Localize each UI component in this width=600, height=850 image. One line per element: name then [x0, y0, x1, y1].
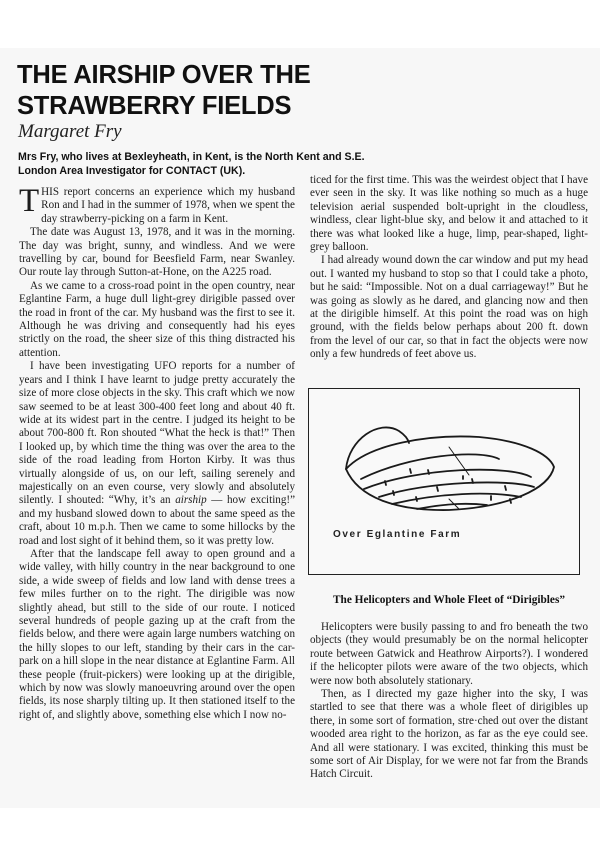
paragraph	[19, 183, 295, 226]
paragraph: Helicopters were busily passing to and fro beneath the two objects (they would presumably be on the normal helicopter route between Gatwick and Heathrow Airports?). I wondered if the helicopter pilots were aware of the two objects, which were now both absolutely stationary.	[310, 621, 588, 687]
paragraph: The date was August 13, 1978, and it was in the morning. The day was bright, sunny, and windless. And we were travelling by car, bound for Beesfield Farm, near Swanley. Our route lay through Sutton-at-Hone, on the A225 road.	[19, 226, 295, 279]
paragraph-text: I have been investigating UFO reports for a number of years and I think I have learnt to judge pretty accurately the size of more close objects in the sky. This craft which we now saw seemed to be at least 300-400 feet long and about 40 ft. wide at its widest part in the centre. I judged its height to be about 700-800 ft. Ron shouted “What the heck is that!” Then I looked up, by which time the thing was over the area to the side of the road leading from Horton Kirby. It was thus virtually alongside of us, on our left, sailing serenely and majestically on an even course, very slowly and absolutely silently. I shouted: “Why, it’s an	[19, 360, 295, 507]
article-title	[17, 60, 417, 122]
right-column	[310, 174, 588, 362]
figure-caption: Over Eglantine Farm	[333, 529, 462, 540]
title-line-1: THE AIRSHIP OVER THE	[17, 61, 311, 89]
paragraph: I had already wound down the car window and put my head out. I wanted my husband to stop so that I could take a photo, but he said: “Impossible. Not on a dual carriageway!” But he was going as slowly as he dared, and glancing now and then at the dirigible himself. At this point the road was on high ground, with the fields below perhaps about 200 ft. down from the level of our car, so that in fact the objects were now only a few hundreds of feet above us.	[310, 254, 588, 361]
section-heading: The Helicopters and Whole Fleet of “Dirigibles”	[333, 594, 565, 606]
figure-box	[308, 388, 580, 575]
paragraph: After that the landscape fell away to open ground and a wide valley, with hilly country in the near background to one side, a wide sweep of fields and low land with dense trees a few miles further on to the right. The dirigible was now slightly ahead, but still to the side of our route. I noticed several hundreds of people gazing up at the craft from the fields below, and there were again large numbers watching on the hilly slopes to our left, standing by their cars in the car-park on a hill slope in the near distance at Eglantine Farm. All these people (fruit-pickers) were looking up at the dirigible, which by now was slowly manoeuvring around over the open fields, its nose sharply tilting up. It then stationed itself to the right of, and slightly above, something else which I now no-	[19, 547, 295, 721]
paragraph-text: HIS report concerns an experience which my husband Ron and I had in the summer of 1978, when we spent the day strawberry-picking on a farm in Kent.	[41, 186, 295, 225]
paragraph-text: — how exciting!” and my husband slowed down to about the same speed as the craft, about 10 m.p.h. Then we came to some hillocks by the road and lost sight of it behind them, so it was pretty low.	[19, 494, 295, 547]
left-column	[19, 183, 295, 722]
author-byline: Margaret Fry	[18, 121, 122, 142]
right-column-section	[310, 621, 588, 782]
paragraph: Then, as I directed my gaze higher into the sky, I was startled to see that there was a whole fleet of dirigibles up there, in some sort of formation, stre·ched out over the distant wooded area right to the horizon, as far as the eye could see. And all were stationary. I was excited, thinking this must be some sort of Air Display, for we were not far from the Brands Hatch Circuit.	[310, 688, 588, 781]
title-line-2: STRAWBERRY FIELDS	[17, 92, 292, 120]
paragraph	[19, 360, 295, 548]
paragraph: ticed for the first time. This was the weirdest object that I have ever seen in the sky. It was like nothing so much as a huge television aerial suspended bolt-upright in the cloudless, windless, clear light-blue sky, and below it and attached to it there was what looked like a huge, limp, pear-shaped, light-grey balloon.	[310, 174, 588, 254]
author-bio-line-2: London Area Investigator for CONTACT (UK).	[18, 165, 246, 177]
airship-sketch-icon	[309, 389, 579, 574]
author-bio-line-1: Mrs Fry, who lives at Bexleyheath, in Kent, is the North Kent and S.E.	[18, 151, 365, 163]
emphasis-text: airship	[175, 494, 207, 507]
paragraph: As we came to a cross-road point in the open country, near Eglantine Farm, a huge dull light-grey dirigible passed over the road in front of the car. My husband was the first to see it. Although he was driving and consequently had his eyes strictly on the road, the sheer size of this thing distracted his attention.	[19, 279, 295, 359]
drop-cap: T	[19, 183, 40, 219]
